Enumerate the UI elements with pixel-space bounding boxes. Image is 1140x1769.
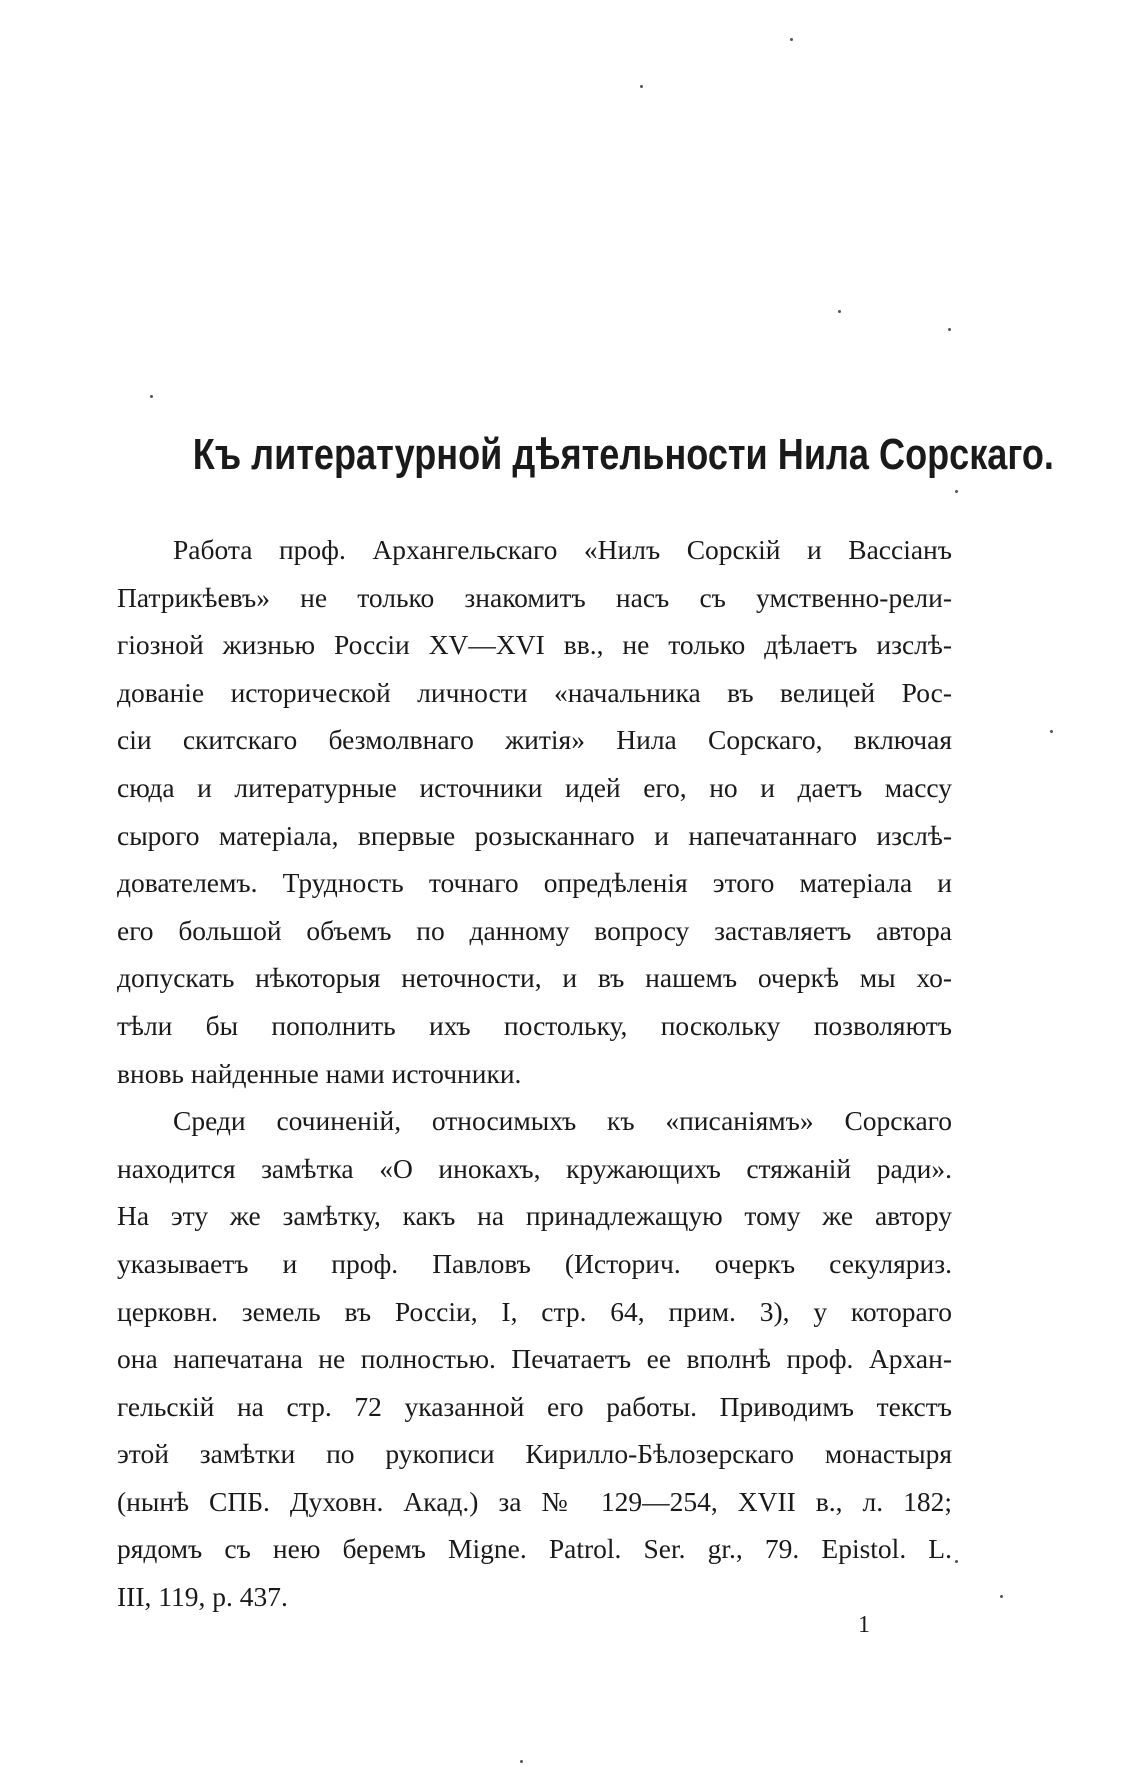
text-line: Работа проф. Архангельскаго «Нилъ Сорскій и Вассіанъ xyxy=(173,534,952,565)
text-line: сюда и литературные источники идей его, но и даетъ массу xyxy=(117,771,952,803)
body-text xyxy=(117,526,952,1621)
page-title: Къ литературной дѣятельности Нила Сорскаго. xyxy=(192,430,1054,479)
text-line: рядомъ съ нею беремъ Migne. Patrol. Ser. gr., 79. Epistol. L. xyxy=(117,1533,952,1565)
text-line: дованіе исторической личности «начальника въ велицей Рос- xyxy=(117,676,952,708)
page-number: 1 xyxy=(858,1612,870,1638)
text-line: вновь найденные нами источники. xyxy=(117,1057,522,1089)
text-line: гельскій на стр. 72 указанной его работы. Приводимъ текстъ xyxy=(117,1390,952,1422)
text-line: Патрикѣевъ» не только знакомитъ насъ съ умственно-рели- xyxy=(117,581,952,613)
text-line: тѣли бы пополнить ихъ постольку, поскольку позволяютъ xyxy=(117,1009,952,1041)
text-line: сіи скитскаго безмолвнаго житія» Нила Сорскаго, включая xyxy=(117,724,952,756)
paragraph-2 xyxy=(117,1097,952,1621)
paragraph-1 xyxy=(117,526,952,1097)
text-line: этой замѣтки по рукописи Кирилло-Бѣлозерскаго монастыря xyxy=(117,1438,952,1470)
text-line: она напечатана не полностью. Печатаетъ ее вполнѣ проф. Архан- xyxy=(117,1343,952,1375)
scan-speck xyxy=(640,85,643,88)
scan-speck xyxy=(150,395,153,398)
text-line: указываетъ и проф. Павловъ (Историч. очеркъ секуляриз. xyxy=(117,1247,952,1279)
text-line: дователемъ. Трудность точнаго опредѣленія этого матеріала и xyxy=(117,867,952,899)
text-line: допускать нѣкоторыя неточности, и въ нашемъ очеркѣ мы хо- xyxy=(117,962,952,994)
scan-speck xyxy=(838,310,841,313)
scan-speck xyxy=(1050,730,1053,733)
scan-speck xyxy=(955,490,958,493)
text-line: На эту же замѣтку, какъ на принадлежащую тому же автору xyxy=(117,1200,952,1232)
text-line: находится замѣтка «О инокахъ, кружающихъ стяжаній ради». xyxy=(117,1152,952,1184)
scan-speck xyxy=(790,38,793,41)
text-line: гіозной жизнью Россіи XV—XVI вв., не только дѣлаетъ изслѣ- xyxy=(117,629,952,661)
scan-speck xyxy=(955,1560,958,1563)
scan-speck xyxy=(948,328,951,331)
text-line: (нынѣ СПБ. Духовн. Акад.) за № 129—254, XVII в., л. 182; xyxy=(117,1485,952,1517)
text-line: его большой объемъ по данному вопросу заставляетъ автора xyxy=(117,914,952,946)
text-line: III, 119, p. 437. xyxy=(117,1581,288,1613)
scan-speck xyxy=(520,1760,523,1763)
text-line: сырого матеріала, впервые розысканнаго и напечатаннаго изслѣ- xyxy=(117,819,952,851)
text-line: церковн. земель въ Россіи, I, стр. 64, прим. 3), у котораго xyxy=(117,1295,952,1327)
scan-speck xyxy=(1000,1595,1003,1598)
text-line: Среди сочиненій, относимыхъ къ «писаніямъ» Сорскаго xyxy=(173,1105,952,1137)
